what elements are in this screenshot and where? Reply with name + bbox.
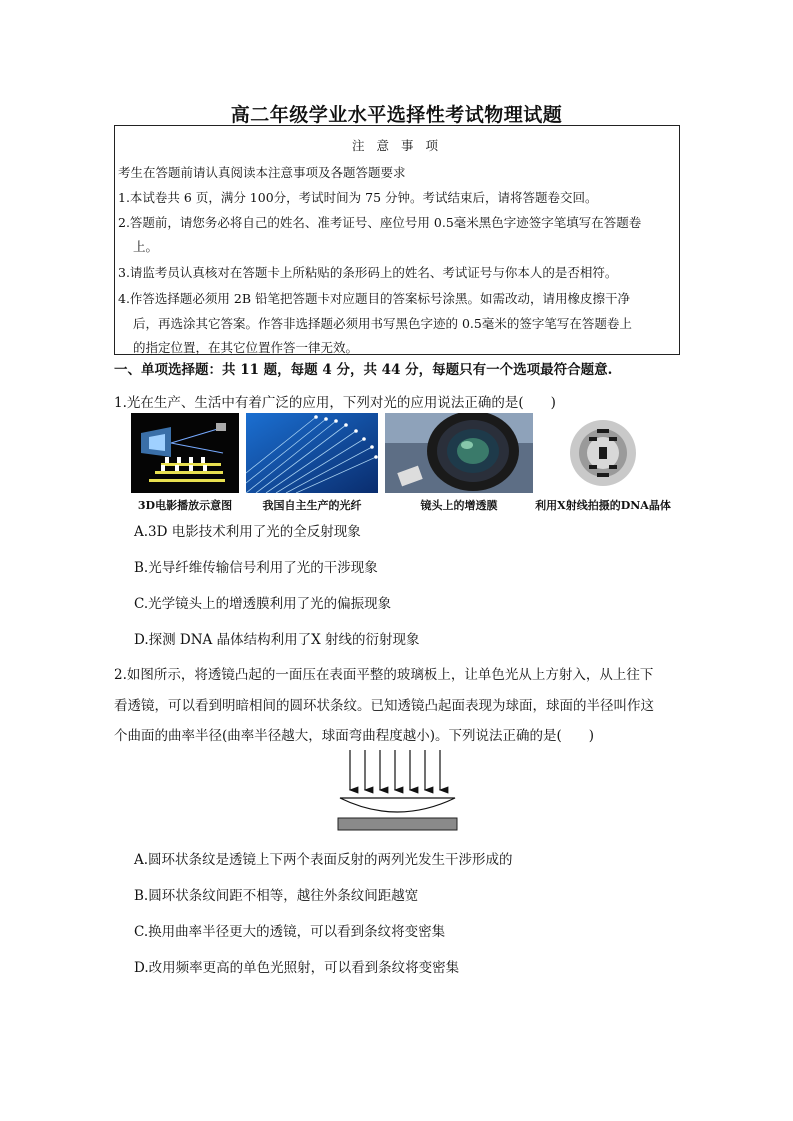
cinema-illustration xyxy=(131,413,239,493)
question-2-stem-line: 看透镜，可以看到明暗相间的圆环状条纹。已知透镜凸起面表现为球面，球面的半径叫作这 xyxy=(114,698,654,714)
question-1-option-d: D.探测 DNA 晶体结构利用了X 射线的衍射现象 xyxy=(134,632,420,648)
notice-item: 3.请监考员认真核对在答题卡上所粘贴的条形码上的姓名、考试证号与你本人的是否相符。 xyxy=(118,265,618,280)
question-1-stem: 1.光在生产、生活中有着广泛的应用，下列对光的应用说法正确的是( ) xyxy=(114,395,556,411)
section-heading: 一、单项选择题：共 11 题，每题 4 分，共 44 分，每题只有一个选项最符合题意. xyxy=(114,362,613,378)
question-1-option-a: A.3D 电影技术利用了光的全反射现象 xyxy=(134,524,361,540)
figure-dna-xray xyxy=(567,413,639,493)
dna-illustration xyxy=(567,413,639,493)
question-2-option-d: D.改用频率更高的单色光照射，可以看到条纹将变密集 xyxy=(134,960,460,976)
lens-illustration xyxy=(385,413,533,493)
question-2-option-b: B.圆环状条纹间距不相等，越往外条纹间距越宽 xyxy=(134,888,419,904)
lens-on-glass-svg xyxy=(330,746,470,834)
question-2-stem-line: 2.如图所示，将透镜凸起的一面压在表面平整的玻璃板上，让单色光从上方射入，从上往下 xyxy=(114,667,654,683)
notice-item: 4.作答选择题必须用 2B 铅笔把答题卡对应题目的答案标号涂黑。如需改动，请用橡皮擦干净 xyxy=(118,291,631,306)
question-2-option-c: C.换用曲率半径更大的透镜，可以看到条纹将变密集 xyxy=(134,924,446,940)
figure-3d-cinema xyxy=(131,413,239,493)
figure-optical-fiber xyxy=(246,413,378,493)
newton-rings-diagram xyxy=(330,746,470,838)
notice-intro: 考生在答题前请认真阅读本注意事项及各题答题要求 xyxy=(118,165,406,180)
figure-lens-coating xyxy=(385,413,533,493)
question-2-option-a: A.圆环状条纹是透镜上下两个表面反射的两列光发生干涉形成的 xyxy=(134,852,513,868)
figure-caption: 3D电影播放示意图 xyxy=(137,499,233,512)
light-rays xyxy=(350,750,440,790)
figure-caption: 镜头上的增透膜 xyxy=(420,499,498,512)
notice-item: 1.本试卷共 6 页，满分 100分，考试时间为 75 分钟。考试结束后，请将答题卷交回。 xyxy=(118,190,598,205)
question-1-option-b: B.光导纤维传输信号利用了光的干涉现象 xyxy=(134,560,378,576)
question-1-option-c: C.光学镜头上的增透膜利用了光的偏振现象 xyxy=(134,596,392,612)
fiber-illustration xyxy=(246,413,378,493)
notice-box xyxy=(114,125,680,355)
notice-item: 的指定位置，在其它位置作答一律无效。 xyxy=(133,340,359,355)
figure-caption: 利用X射线拍摄的DNA晶体 xyxy=(535,499,671,512)
convex-lens xyxy=(340,798,455,812)
glass-plate xyxy=(338,818,457,830)
notice-item: 2.答题前，请您务必将自己的姓名、准考证号、座位号用 0.5毫米黑色字迹签字笔填写在答题卷 xyxy=(118,215,642,230)
page-title: 高二年级学业水平选择性考试物理试题 xyxy=(230,104,563,126)
notice-heading: 注 意 事 项 xyxy=(352,138,442,153)
question-2-stem-line: 个曲面的曲率半径(曲率半径越大，球面弯曲程度越小)。下列说法正确的是( ) xyxy=(114,728,595,744)
notice-item: 后，再选涂其它答案。作答非选择题必须用书写黑色字迹的 0.5毫米的签字笔写在答题卷上 xyxy=(133,316,632,331)
figure-caption: 我国自主生产的光纤 xyxy=(262,499,362,512)
notice-item: 上。 xyxy=(133,239,159,254)
